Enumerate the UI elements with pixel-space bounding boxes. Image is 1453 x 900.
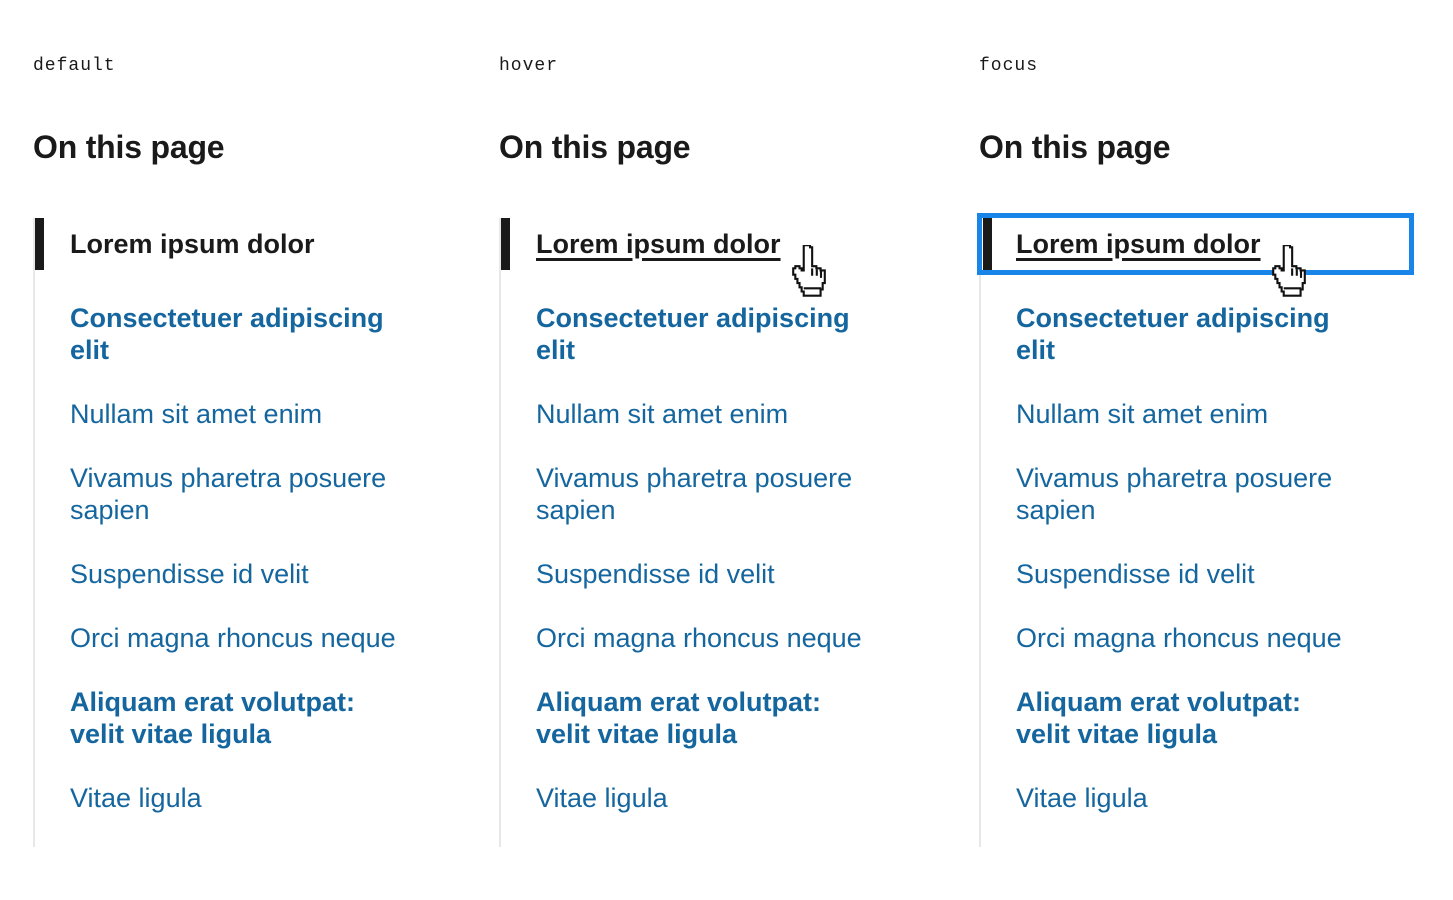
toc-item — [536, 398, 934, 430]
toc-item — [1016, 462, 1414, 526]
toc-link[interactable]: Orci magna rhoncus neque — [1016, 623, 1342, 653]
toc-item — [536, 558, 934, 590]
toc-link[interactable]: Orci magna rhoncus neque — [70, 623, 396, 653]
active-item-marker — [35, 218, 44, 270]
toc-heading: On this page — [979, 129, 1171, 165]
toc-item — [70, 462, 468, 526]
toc-list — [499, 218, 934, 847]
toc-link[interactable]: Aliquam erat volutpat: velit vitae ligula — [1016, 687, 1302, 749]
toc-item — [536, 302, 934, 366]
variant-label: focus — [979, 56, 1039, 76]
toc-item — [70, 622, 468, 654]
toc-list — [33, 218, 468, 847]
toc-item — [536, 686, 934, 750]
toc-link[interactable]: Vivamus pharetra posuere sapien — [1016, 463, 1333, 525]
toc-heading: On this page — [499, 129, 691, 165]
toc-variant-hover — [499, 55, 939, 847]
toc-link[interactable]: Vivamus pharetra posuere sapien — [70, 463, 387, 525]
toc-item — [1016, 302, 1414, 366]
toc-link[interactable]: Consectetuer adipiscing elit — [70, 303, 384, 365]
toc-link[interactable]: Suspendisse id velit — [70, 559, 309, 589]
toc-item — [536, 218, 934, 270]
toc-link[interactable]: Consectetuer adipiscing elit — [536, 303, 850, 365]
active-item-marker — [983, 218, 992, 270]
toc-variant-focus — [979, 55, 1419, 847]
toc-link[interactable]: Suspendisse id velit — [1016, 559, 1255, 589]
toc-item — [1016, 686, 1414, 750]
toc-link[interactable]: Nullam sit amet enim — [536, 399, 789, 429]
toc-link[interactable]: Suspendisse id velit — [536, 559, 775, 589]
toc-item — [536, 782, 934, 814]
toc-item — [1016, 782, 1414, 814]
active-item-marker — [501, 218, 510, 270]
toc-item — [536, 622, 934, 654]
toc-item — [536, 462, 934, 526]
toc-link[interactable]: Consectetuer adipiscing elit — [1016, 303, 1330, 365]
toc-link[interactable]: Vivamus pharetra posuere sapien — [536, 463, 853, 525]
toc-item — [70, 398, 468, 430]
toc-item — [70, 302, 468, 366]
toc-item — [1016, 398, 1414, 430]
toc-item — [70, 686, 468, 750]
toc-list — [979, 213, 1414, 847]
toc-link[interactable]: Nullam sit amet enim — [1016, 399, 1269, 429]
toc-link[interactable]: Aliquam erat volutpat: velit vitae ligula — [536, 687, 822, 749]
toc-link[interactable]: Orci magna rhoncus neque — [536, 623, 862, 653]
toc-link[interactable]: Lorem ipsum dolor — [70, 229, 315, 259]
toc-link[interactable]: Lorem ipsum dolor — [536, 229, 781, 259]
toc-item — [70, 782, 468, 814]
toc-link[interactable]: Vitae ligula — [70, 783, 202, 813]
toc-item — [1016, 622, 1414, 654]
toc-link[interactable]: Vitae ligula — [1016, 783, 1148, 813]
toc-link[interactable]: Nullam sit amet enim — [70, 399, 323, 429]
toc-link[interactable]: Aliquam erat volutpat: velit vitae ligula — [70, 687, 356, 749]
toc-item — [70, 558, 468, 590]
toc-link[interactable]: Vitae ligula — [536, 783, 668, 813]
toc-link[interactable]: Lorem ipsum dolor — [1016, 229, 1261, 259]
toc-item — [977, 213, 1414, 275]
toc-item — [70, 218, 468, 270]
variant-label: hover — [499, 56, 559, 76]
toc-item — [1016, 558, 1414, 590]
toc-variant-default — [33, 55, 473, 847]
variant-label: default — [33, 56, 116, 76]
toc-heading: On this page — [33, 129, 225, 165]
